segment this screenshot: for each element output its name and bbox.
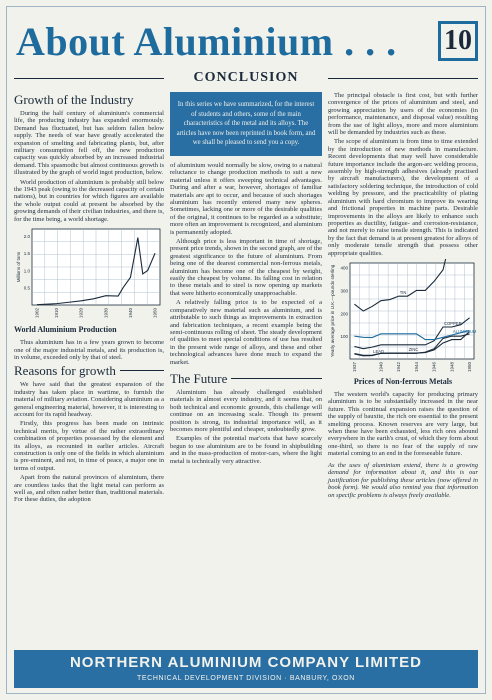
y-tick-label: 100	[340, 334, 348, 340]
column-right	[328, 92, 478, 500]
y-tick-label: 300	[340, 288, 348, 294]
paragraph: Aluminium has already challenged established materials in almost every industry, and it seems that, on both technical and economic grounds, this challenge will continue on an increasing scale. Though its present position is strong, its industrial importance will, as it becomes more plentiful and cheaper, undoubtedly grow.	[170, 388, 322, 433]
paragraph: The western world's capacity for producing primary aluminium is to be substantially increased in the near future. This continual expansion raises the question of the supply of bauxite, the rich ore essential to the present smelting process. Known reserves are very large, but when these have been exhausted, less rich ores abound everywhere in the earth's crust, of which they form about one-third, so there is no fear of the supply of raw material coming to an end in the foreseeable future.	[328, 390, 478, 458]
y-tick-label: 0.5	[23, 285, 30, 291]
x-tick-label: 1950	[467, 361, 473, 372]
metal-prices-chart	[328, 259, 478, 375]
heading-reasons-text: Reasons for growth	[14, 363, 116, 379]
paragraph: A relatively falling price is to be expected of a comparatively new material such as aluminium, and is attributable to such things as improvements in extraction and fabrication techniques, a recent example being the semi-continuous rolling of sheet. The steady development of qualities to meet special conditions of use has resulted in the present wide range of alloys, and these and other technological advances have done much to expand the market.	[170, 299, 322, 366]
paragraph: Examples of the potential mar'cets that have scarcely begun to use aluminium are to be found in shipbuilding and in the mass-production of motor-cars, where the light metal is technically very attractive.	[170, 435, 322, 465]
paragraph: Thus aluminium has in a few years grown to become one of the major industrial metals, and its production is, in volume, exceeded only by that of steel.	[14, 339, 164, 361]
heading-reasons	[14, 363, 164, 378]
issue-number-box: 10	[438, 21, 478, 61]
x-tick-label: 1940	[127, 308, 133, 319]
x-tick-label: 1920	[78, 308, 84, 319]
conclusion-heading	[14, 70, 478, 86]
series-label: ALUMINIUM	[452, 328, 477, 334]
heading-future	[170, 371, 322, 386]
series-label: LEAD	[373, 349, 385, 355]
x-tick-label: 1910	[54, 308, 60, 319]
divider-right	[328, 78, 478, 79]
series-label: TIN	[399, 290, 407, 296]
closing-note: As the uses of aluminium extend, there is a growing demand for information about it, and this is our justification for publishing these articles (now offered in book form). We would also remind you that information on specific problems is always freely available.	[328, 461, 478, 499]
paragraph: World production of aluminium is probably still below the 1943 peak (owing to the decreased capacity of certain nations), but in countries for which figures are available the whole output could at present be absorbed by the growing demands of their civilian industries, and there is, for the time being, a world shortage.	[14, 178, 164, 223]
paragraph: During the half century of aluminium's commercial life, the producing industry has expanded enormously. Demand has fluctuated, but has seldom fallen below supply. The needs of war have greatly accelerated the expansion of smelting and fabricating plants, but, after military consumption fell off, the new production capacity was quickly absorbed by an increased industrial demand. This spasmodic but almost continuous growth is illustrated by the graph of world ingot production, below.	[14, 110, 164, 177]
series-note-box: In this series we have summarized, for the interest of students and others, some of the main characteristics of the metal and its alloys. The articles have now been reprinted in book form, and we shall be pleased to send you a copy.	[170, 92, 322, 156]
column-middle	[170, 92, 322, 467]
heading-growth: Growth of the Industry	[14, 92, 134, 107]
footer-banner	[14, 650, 478, 688]
x-tick-label: 1944	[413, 361, 419, 372]
heading-rule	[231, 378, 322, 379]
x-tick-label: 1940	[378, 361, 384, 372]
y-tick-label: 200	[340, 311, 348, 317]
y-tick-label: 1.5	[23, 251, 30, 257]
heading-rule	[120, 370, 164, 371]
y-axis-label: Millions of tons	[16, 251, 21, 283]
paragraph: The principal obstacle is first cost, but with further convergence of the prices of aluminium and steel, and growing appreciation by users of the economies (in performance, maintenance, and disposal value) resulting from the use of light alloys, more and more aluminium will be demanded by industries such as these.	[328, 92, 478, 137]
y-tick-label: 1.0	[23, 268, 30, 274]
x-tick-label: 1937	[351, 361, 357, 372]
division-address: TECHNICAL DEVELOPMENT DIVISION · BANBURY, OXON	[137, 675, 355, 682]
company-name: NORTHERN ALUMINIUM COMPANY LIMITED	[69, 654, 423, 671]
subtitle: CONCLUSION	[193, 70, 299, 85]
heading-future-text: The Future	[170, 370, 228, 386]
paragraph: of aluminium would normally be slow, owing to a natural reluctance to change production methods to suit a new material unless it offers sweeping technical advantages. During and after a war, however, shortages of familiar materials are apt to occur, and because of such shortages aluminium has recently entered many new spheres. Sometimes, lacking one or more of the desirable qualities of the original, it continues to be regarded as a substitute; more often an improvement is recognized, and aluminium is permanently adopted.	[170, 161, 322, 236]
chart-caption-production: World Aluminium Production	[14, 325, 117, 335]
x-tick-label: 1946	[431, 361, 437, 372]
page-title: About Aluminium . . .	[16, 19, 397, 64]
x-tick-label: 1948	[449, 361, 455, 372]
x-tick-label: 1902	[34, 308, 40, 319]
paragraph: We have said that the greatest expansion of the industry has taken place in wartime, to furnish the material of military aviation. Considering aluminium as a general engineering material, however, it is interesting to account for its rapid headway.	[14, 381, 164, 418]
header	[14, 18, 478, 66]
x-tick-label: 1942	[396, 361, 402, 372]
paragraph: Apart from the natural provinces of aluminium, there are countless tasks that the light metal can perform as well as, and often rather better than, traditional materials. For these duties, the adoption	[14, 474, 164, 504]
x-tick-label: 1950	[152, 308, 158, 319]
paragraph: Although price is less important in time of shortage, present price trends, shown in the second graph, are of the greatest significance to the future of aluminium. From being one of the dearest commercial non-ferrous metals, aluminium has become one of the cheapest by weight, easily the cheapest by volume. Its falling cost in relation to these metals and to steel is now opening up markets that were hitherto economically unapproachable.	[170, 238, 322, 297]
paragraph: The scope of aluminium is from time to time extended by the introduction of new methods in manufacture. Recent developments that may well have considerable future importance include the argon-arc welding process, assembly by high-strength adhesives (already practised by aircraft manufacturers), the development of a satisfactory soldering technique, the introduction of cold welding by pressure, and the practicability of plating aluminium with hard chromium to improve its wearing and frictional properties in machine parts. Desirable improvements in the alloys are likely to enhance such properties as ductility, fatigue- and corrosion-resistance, and not merely to raise tensile strength. This is indicated by the fact that demand is at present greatest for alloys of only moderate tensile strength that possess other appropriate qualities.	[328, 138, 478, 257]
y-tick-label: 400	[340, 265, 348, 271]
x-tick-label: 1930	[103, 308, 109, 319]
y-axis-label: Yearly average price in U.K.—pounds sterling	[330, 264, 335, 358]
y-tick-label: 2.0	[23, 234, 30, 240]
world-production-chart	[14, 225, 164, 323]
column-left	[14, 92, 164, 506]
paragraph: Firstly, this progress has been made on intrinsic technical merits, by virtue of the rather extraordinary combination of properties possessed by the element and its alloys, as recounted in earlier articles. Aircraft construction is only one of the fields in which aluminium is pre-eminent, and not, in time of peace, a major one in terms of output.	[14, 420, 164, 472]
divider-left	[14, 78, 164, 79]
series-label: COPPER	[444, 320, 462, 326]
chart-caption-prices: Prices of Non-ferrous Metals	[353, 376, 453, 386]
series-label: ZINC	[408, 346, 419, 352]
